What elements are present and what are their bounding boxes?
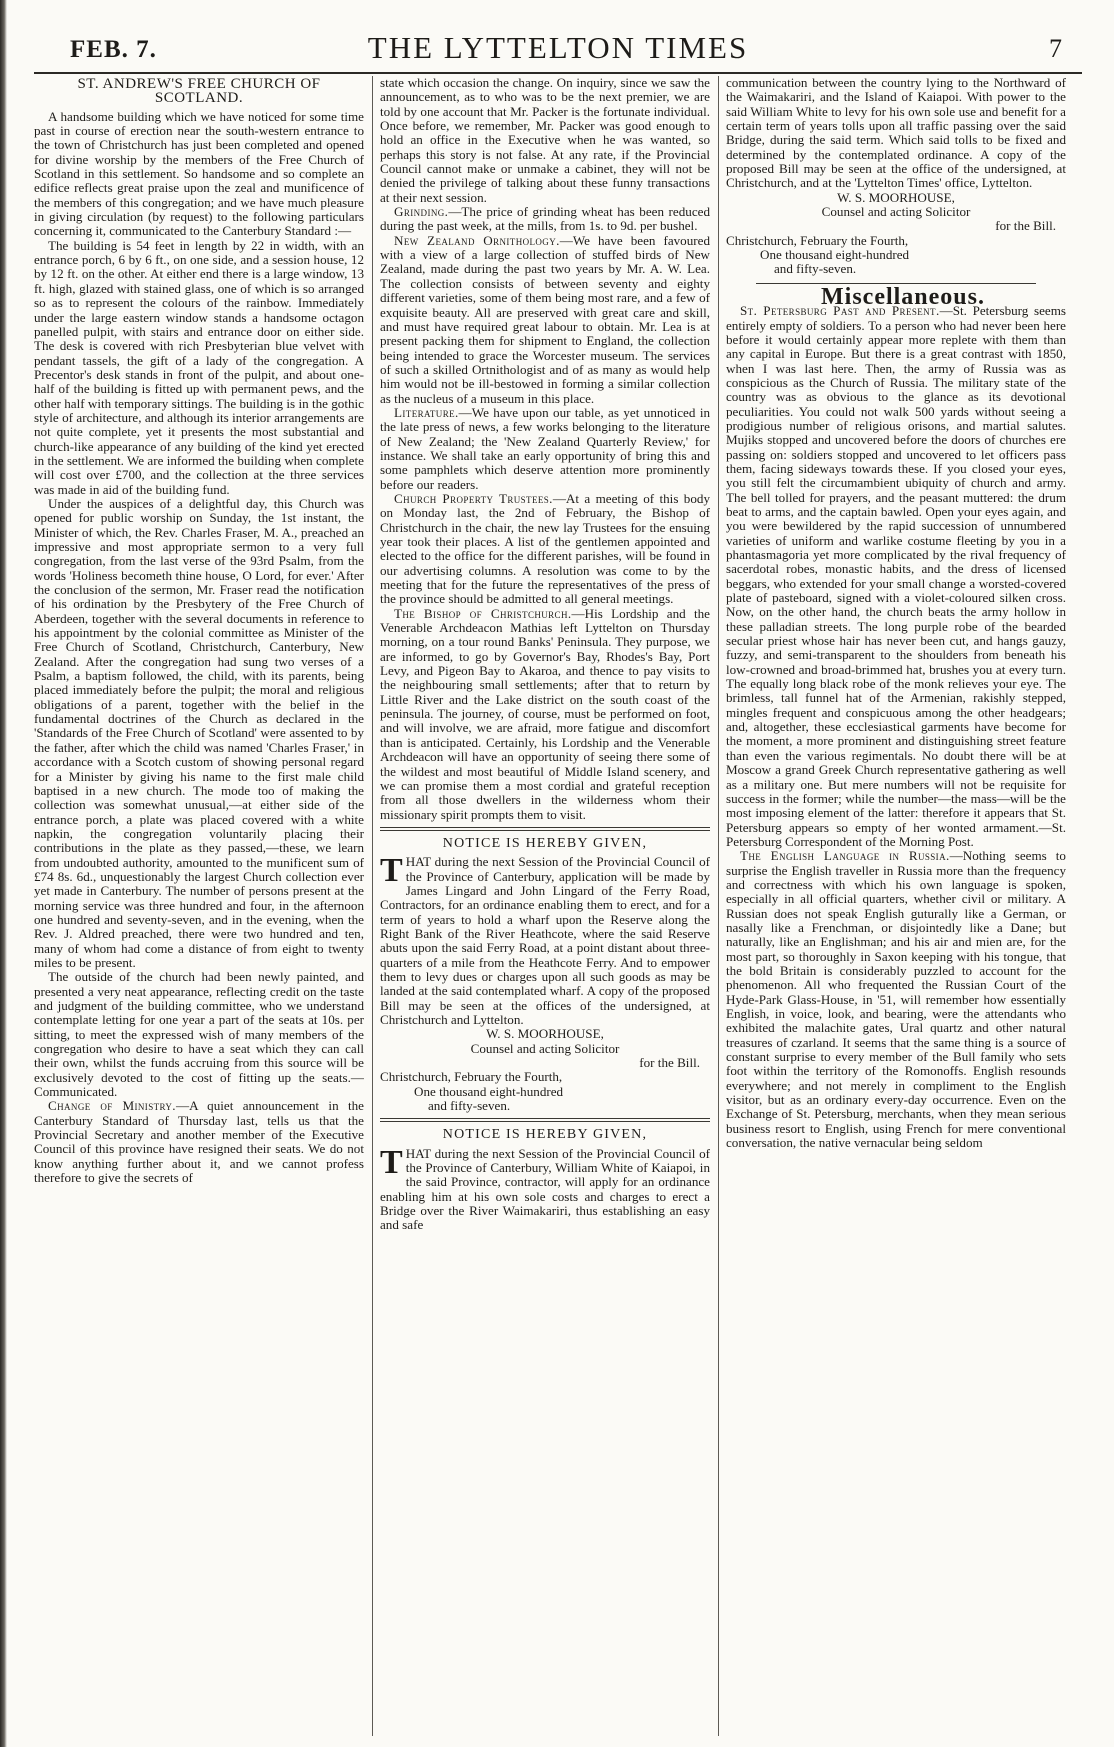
news-item-heading: St. Petersburg Past and Present. [740,303,940,319]
section-rule [380,827,710,831]
masthead [24,28,1092,68]
news-item [726,849,1066,1150]
news-item-text: —His Lordship and the Venerable Archdeacon Mathias left Lyttelton on Thursday morning, on a tour round Banks' Peninsula. They purpose, we are informed, to go by Governor's Bay, Rhodes's Bay, Port Levy, and Pigeon Bay to Akaroa, and thence to pay visits to the neighbouring small settlements; after that to return by Little River and the Lake district on the south coast of the peninsula. The journey, of course, must be performed on foot, and will involve, we are afraid, more fatigue and discomfort than is anticipated. Certainly, his Lordship and the Venerable Archdeacon will have an opportunity of seeing there some of the wildest and most beautiful of Middle Island scenery, and we can promise them a most cordial and grateful reception from all those dwellers in the wilderness whom their missionary spirit prompts them to visit. [380,605,710,822]
news-item-heading: Church Property Trustees. [394,490,553,506]
news-item-text: —At a meeting of this body on Monday last, the 2nd of February, the Bishop of Christchurch in the chair, the new lay Trustees for the ensuing year took their places. A list of the gentlemen appointed and elected to the office for the different parishes, will be found in our advertising columns. A resolution was come to by the meeting that for the future the representatives of the press of the province should be admitted to all general meetings. [380,490,710,607]
news-item-text: —A quiet announcement in the Canterbury Standard of Thursday last, tells us that the Provincial Secretary and another member of the Executive Council of this province have resigned their seats. We do not know anything further about it, and we cannot profess therefore to give the secrets of [34,1098,364,1186]
article-continuation: state which occasion the change. On inquiry, since we saw the announcement, as to who was to be the next premier, we are told by one account that Mr. Packer is the fortunate individual. Once before, we remember, Mr. Packer was good enough to hold an office in the Executive when he was wanted, so perhaps this story is not false. At any rate, if the Provincial Council cannot make or unmake a cabinet, they will not be denied the privilege of talking about these funny transactions at their next session. [380,76,710,205]
notice-text: HAT during the next Session of the Provincial Council of the Province of Canterbury, application will be made by James Lingard and John Lingard of the Ferry Road, Contractors, for an ordinance enabling them to erect, and for a term of years to hold a wharf upon the Reserve along the Right Bank of the River Heathcote, where the said Reserve abuts upon the said Ferry Road, at a point distant about three-quarters of a mile from the Heathcote Ferry. And to empower them to levy dues or charges upon all such goods as may be landed at the said contemplated wharf. A copy of the proposed Bill may be seen at the offices of the undersigned, at Christchurch and Lyttelton. [380,854,710,1027]
notice-title: NOTICE IS HEREBY GIVEN, [442,835,648,851]
drop-cap: T [380,852,403,890]
signature-role: Counsel and acting Solicitor [470,1040,620,1056]
column-2 [380,76,710,1740]
news-item-heading: Literature. [394,404,459,420]
issue-date: FEB. 7. [70,36,157,63]
news-item-heading: Change of Ministry. [48,1098,176,1114]
signature-for: for the Bill. [995,218,1056,234]
news-item-text: —Nothing seems to surprise the English traveller in Russia more than the frequency and correctness with which his own language is spoken, especially in all official quarters, whether civil or military. A Russian does not speak English guturally like a German, or nasally like a Frenchman, or disjointedly like a Dane; but naturally, like an Englishman; and his air and mien are, for the most part, so thoroughly in Saxon keeping with his tongue, that the bold Britain is considerably puzzled to account for the phenomenon. All who frequented the Russian Court of the Hyde-Park Glass-House, in '51, will remember how essentially English, in voice, look, and bearing, were the attendants who exhibited the malachite gates, Ural quartz and other natural treasures of czarland. It seems that the same thing is a source of constant surprise to every member of the Bull family who sets foot within the territory of the Romonoffs. English resounds everywhere; and not merely in compliment to the English visitor, but as an ordinary every-day occurrence. Even on the Exchange of St. Petersburg, merchants, when they mean serious business resort to English, using French for mere conventional conversation, the native vernacular being seldom [726,848,1066,1151]
news-item-heading: New Zealand Ornithology. [394,232,560,248]
news-item [380,234,710,406]
notice-text: HAT during the next Session of the Provincial Council of the Province of Canterbury, William White of Kaiapoi, in the said Province, contractor, will apply for an ordinance enabling him at his own sole costs and charges to erect a Bridge over the River Waimakariri, thus establishing an easy and safe [380,1145,710,1233]
column-3 [726,76,1066,1740]
news-item-heading: Grinding. [394,204,449,220]
notice-year: and fifty-seven. [428,1098,511,1114]
notice-year: One thousand eight-hundred [414,1083,564,1099]
signature-name: W. S. MOORHOUSE, [837,189,955,205]
page-number: 7 [1049,34,1062,63]
news-item-text: —The price of grinding wheat has been reduced during the past week, at the mills, from 1s. to 9d. per bushel. [380,204,710,234]
news-item [380,607,710,822]
news-item [380,205,710,234]
masthead-rule [34,72,1082,74]
article-paragraph: Under the auspices of a delightful day, this Church was opened for public worship on Sunday, the 1st instant, the Minister of which, the Rev. Charles Fraser, M. A., preached an impressive and most appropriate sermon to a very full congregation, from the last verse of the 93rd Psalm, from the words 'Holiness becometh thine house, O Lord, for ever.' After the conclusion of the sermon, Mr. Fraser read the notification of his ordination by the Presbytery of the Free Church of Aberdeen, together with the several documents in reference to his appointment by the colonial committee as Minister of the Free Church of Scotland, Christchurch, Canterbury, New Zealand. After the congregation had sung two verses of a Psalm, a baptism followed, the child, with its parents, being placed immediately before the pulpit; the moral and religious obligations of a parent, together with the belief in the fundamental doctrines of the Church as declared in the 'Standards of the Free Church of Scotland' were assented to by the father, after which the child was named 'Charles Fraser,' in accordance with a Scotch custom of showing personal regard for a Minister by giving his name to the first male child baptised in a new church. The mode too of making the collection was somewhat unusual,—at either side of the entrance porch, a plate was placed covered with a white napkin, the congregation voluntarily placing their contributions in the plate as they passed,—these, we learn from undoubted authority, amounted to the munificent sum of £74 8s. 6d., unquestionably the largest Church collection ever yet made in Canterbury. The number of persons present at the morning service was three hundred and four, in the afternoon one hundred and seventy-seven, and in the evening, when the Rev. J. Aldred preached, there were two hundred and ten, many of whom had come a distance of from eight to twenty miles to be present. [34,495,364,970]
notice-continuation: communication between the country lying to the Northward of the Waimakariri, and the Island of Kaiapoi. With power to the said William White to levy for his own sole use and benefit for a certain term of years tolls upon all traffic passing over the said Bridge, during the said term. Which said tolls to be fixed and determined by the contemplated ordinance. A copy of the proposed Bill may be seen at the office of the undersigned, at Christchurch, and at the 'Lyttelton Times' office, Lyttelton. [726,76,1066,191]
news-item [34,1099,364,1185]
column-1 [34,76,364,1740]
news-item-text: —We have upon our table, as yet unnoticed in the late press of news, a few works belonging to the literature of New Zealand; the 'New Zealand Quarterly Review,' for instance. We shall take an early opportunity of bring this and some pamphlets which deserve attention more prominently before our readers. [380,404,710,492]
notice-body [380,1143,710,1233]
notice-place-date: Christchurch, February the Fourth, [726,232,909,248]
scan-edge [0,0,7,1747]
news-item-heading: The English Language in Russia. [740,848,950,864]
article-paragraph: The building is 54 feet in length by 22 in width, with an entrance porch, 6 by 6 ft., on one side, and a session house, 12 by 12 ft. on the other. At either end there is a large window, 13 ft. high, glazed with stained glass, one of which is so arranged so as to represent the colours of the rainbow. Immediately under the large eastern window stands a handsome octagon panelled pulpit, with stairs and entrance door on either side. The desk is covered with rich Presbyterian blue velvet with pendant tassels, the gift of a lady of the congregation. A Precentor's desk stands in front of the pulpit, and about one-half of the building is fitted up with permanent pews, and the other half with temporary sittings. The building is in the gothic style of architecture, and although its interior arrangements are not quite complete, yet it presents the most substantial and church-like appearance of any building of the kind yet erected in the settlement. We are informed the building when complete will cost over £700, and the collection at the three services was made in aid of the building fund. [34,237,364,497]
notice-year: One thousand eight-hundred [760,247,910,263]
notice-year: and fifty-seven. [774,261,857,277]
column-divider [372,76,373,1736]
news-item-text: —We have been favoured with a view of a large collection of stuffed birds of New Zealand, made during the past two years by Mr. A. W. Lea. The collection consists of between seventy and eighty different varieties, some of them being most rare, and a few of exquisite beauty. All are preserved with great care and skill, and must have required great labour to obtain. Mr. Lea is at present packing them for shipment to England, the collection being intended to grace the Worcester museum. The services of such a skilled Ortnithologist and of as many as would help him would not be ill-bestowed in forming a similar collection as the nucleus of a museum in this place. [380,232,710,406]
article-heading: ST. ANDREW'S FREE CHURCH OF SCOTLAND. [77,76,321,107]
signature-name: W. S. MOORHOUSE, [486,1026,604,1042]
newspaper-title: THE LYTTELTON TIMES [367,30,749,65]
news-item-heading: The Bishop of Christchurch. [394,605,572,621]
signature-for: for the Bill. [639,1055,700,1071]
notice-body [380,852,710,1027]
news-item [380,492,710,607]
article-paragraph: The outside of the church had been newly painted, and presented a very neat appearance, reflecting credit on the taste and judgment of the building committee, who we understand contemplate letting for one year a part of the seats at 10s. per sitting, to meet the expressed wish of many members of the congregation who desire to have a seat which they can call their own, whilst the funds accruing from this source will be exclusively devoted to the cost of fitting up the seats.—Communicated. [34,969,364,1100]
signature-role: Counsel and acting Solicitor [821,204,971,220]
news-item [380,406,710,492]
section-rule [380,1118,710,1122]
notice-place-date: Christchurch, February the Fourth, [380,1069,563,1085]
drop-cap: T [380,1143,403,1181]
notice-title: NOTICE IS HEREBY GIVEN, [442,1127,648,1143]
article-paragraph: A handsome building which we have noticed for some time past in course of erection near the south-western entrance to the town of Christchurch has just been completed and opened for divine worship by the members of the Free Church of Scotland in this settlement. So handsome and so complete an edifice reflects great praise upon the zeal and munificence of the members of this congregation; and we have much pleasure in giving circulation (by request) to the following particulars concerning it, communicated to the Canterbury Standard :— [34,108,364,239]
news-item-text: —St. Petersburg seems entirely empty of soldiers. To a person who had never been here before it would certainly appear more replete with them than any capital in Europe. But there is a great contrast with 1850, when I was last here. Then, the army of Russia was as conspicious as the Church of Russia. The military state of the country was as obvious to the glance as its devotional peculiarities. You could not walk 500 yards without seeing a prodigious number of religious orisons, and martial salutes. Mujiks stopped and uncovered before the doors of churches ere passing on: soldiers stopped and uncovered to let officers pass them, facing sideways towards these. If you closed your eyes, you still felt the circumambient ubiquity of church and army. The bell tolled for prayers, and the peasant muttered: the drum beat to arms, and the captain bawled. Open your eyes again, and you were bewildered by the rapid succession of unnumbered varieties of uniform and warlike costume fleeting by you in a phantasmagoria yet more complicated by the rival frequency of sacerdotal robes, monastic habits, and the dress of licensed beggars, who extended for your small change a worsted-covered plate of pasteboard, signed with a violet-coloured silken cross. Now, on the other hand, the church beats the army hollow in these palladian streets. The long purple robe of the bearded secular priest whose hair has never been cut, and hangs gauzy, fuzzy, and semi-transparent to the shoulders from beneath his low-crowned and broad-brimmed hat, brushes you at every turn. The equally long black robe of the monk relieves your eye. The brimless, tall funnel hat of the Armenian, rakishly stepped, mingles frequent and conspicuous among the other headgears; and, altogether, these ecclesiastical garments have become for the moment, a more prominent and distinguishing street feature than even the various regimentals. No doubt there will be at Moscow a grand Greek Church representative gathering as well as a military one. But mere numbers will not be requisite for success in the former; while the number—the mass—will be the most imposing element of the latter: therefore it appears that St. Petersburg appears so empty of her wonted armament.—St. Petersburg Correspondent of the Morning Post. [726,303,1066,849]
section-title: Miscellaneous. [821,283,985,310]
news-item [726,304,1066,849]
column-divider [718,76,719,1736]
